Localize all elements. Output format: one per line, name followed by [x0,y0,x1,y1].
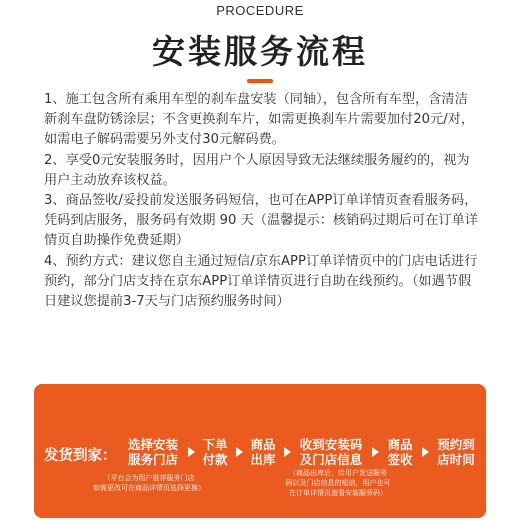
process-panel [34,384,486,518]
arrow-right-icon [372,447,379,457]
arrow-right-icon [236,447,243,457]
arrow-right-icon [188,447,195,457]
term-item: 3、商品签收/妥投前发送服务码短信，也可在APP订单详情页查看服务码，凭码到店服务，服务码有效期 90 天（温馨提示：核销码过期后可在订单详情页自助操作免费延期） [44,193,478,249]
service-terms [44,90,478,312]
flow-lead-label: 发货到家： [44,448,117,464]
flow-step-sign: 商品 签收 [387,437,413,467]
flow-note-code: （商品出库后，给用户发送服务 码以及门店信息的短信，用户也可 在订单详情页查看安装服务码） [285,469,391,497]
flow-step-receive-code: 收到安装码 及门店信息 [299,437,363,467]
flow-step-choose-store: 选择安装 服务门店 [127,437,178,467]
flow-step-book-time: 预约到 店时间 [437,437,475,467]
flow-note-store: （平台会为用户推荐服务门店 如需更改可在商品详情页选择更换） [93,474,205,492]
term-item: 1、施工包含所有乘用车型的刹车盘安装（同轴），包含所有车型，含清洁新刹车盘防锈涂层；不含更换刹车片，如需更换刹车片需要加付20元/对，如需电子解码需要另外支付30元解码费。 [44,92,475,148]
title-underline [247,79,273,83]
section-eyebrow: PROCEDURE [216,3,304,18]
arrow-right-icon [422,447,429,457]
process-flow [34,437,486,477]
arrow-right-icon [284,447,291,457]
flow-step-pay: 下单 付款 [202,437,228,467]
flow-step-ship: 商品 出库 [250,437,276,467]
page-title: 安装服务流程 [152,32,368,71]
term-item: 4、预约方式：建议您自主通过短信/京东APP订单详情页中的门店电话进行预约，部分门店支持在京东APP订单详情页进行自助在线预约。（如遇节假日建议您提前3-7天与门店预约服务时间） [44,253,478,310]
term-item: 2、享受0元安装服务时，因用户个人原因导致无法继续服务履约的，视为用户主动放弃该权益。 [44,152,470,188]
